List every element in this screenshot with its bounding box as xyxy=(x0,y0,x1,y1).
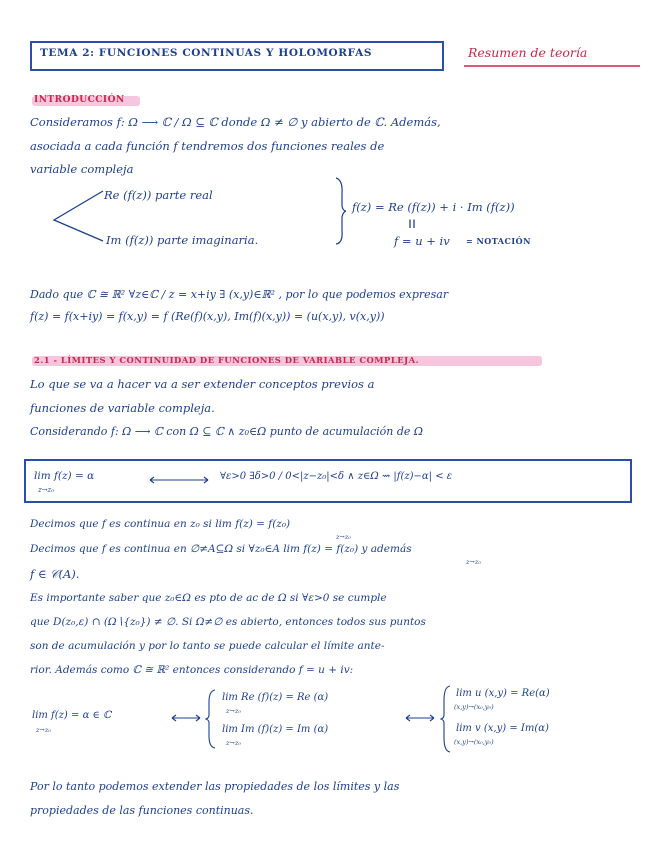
continuity-sub-2: z→z₀ xyxy=(466,558,481,566)
continuity-line-5: que D(z₀,ε) ∩ (Ω∖{z₀}) ≠ ∅. Si Ω≠∅ es abierto, entonces todos sus puntos xyxy=(30,616,426,628)
continuity-sub-1: z→z₀ xyxy=(336,533,351,541)
limit-def-left: lim f(z) = α xyxy=(34,470,95,482)
section-line-3: Considerando f: Ω ⟶ ℂ con Ω ⊆ ℂ ∧ z₀∈Ω punto de acumulación de Ω xyxy=(30,425,424,438)
formula-notation-label: = NOTACIÓN xyxy=(466,236,531,246)
page-title: TEMA 2: FUNCIONES CONTINUAS Y HOLOMORFAS xyxy=(40,47,372,59)
intro-line-1: Consideramos f: Ω ⟶ ℂ / Ω ⊆ ℂ donde Ω ≠ ∅ y abierto de ℂ. Además, xyxy=(30,115,441,129)
continuity-line-2: Decimos que f es continua en ∅≠A⊆Ω si ∀z₀∈A lim f(z) = f(z₀) y además xyxy=(30,543,412,555)
equiv-brace-2 xyxy=(440,684,452,754)
equiv-mid-1: lim Re (f)(z) = Re (α) xyxy=(222,692,329,703)
equiv-right-sub-1: (x,y)→(x₀,y₀) xyxy=(454,703,494,711)
subtitle-underline xyxy=(462,63,642,69)
intro-line-2: asociada a cada función f tendremos dos funciones reales de xyxy=(30,139,385,153)
equiv-left-sub: z→z₀ xyxy=(36,726,51,734)
equiv-left: lim f(z) = α ∈ ℂ xyxy=(32,710,112,721)
equiv-brace-1 xyxy=(205,688,217,750)
continuity-line-3: f ∈ 𝒞(A). xyxy=(30,567,80,581)
iff-arrow xyxy=(148,476,210,484)
equiv-right-2: lim v (x,y) = Im(α) xyxy=(456,723,549,734)
right-brace xyxy=(334,176,348,246)
formula-ii: ‖‖ xyxy=(408,219,416,228)
conclusion-line-1: Por lo tanto podemos extender las propiedades de los límites y las xyxy=(30,780,400,793)
branch-lines xyxy=(48,186,108,246)
branch-re: Re (f(z)) parte real xyxy=(104,188,213,202)
branch-im: Im (f(z)) parte imaginaria. xyxy=(106,233,259,247)
formula-f-split: f(z) = Re (f(z)) + i · Im (f(z)) xyxy=(352,200,515,214)
section-21-heading: 2.1 - LÍMITES Y CONTINUIDAD DE FUNCIONES DE VARIABLE COMPLEJA. xyxy=(34,355,420,365)
equiv-right-sub-2: (x,y)→(x₀,y₀) xyxy=(454,738,494,746)
equiv-arrow-1 xyxy=(170,714,202,722)
equiv-right-1: lim u (x,y) = Re(α) xyxy=(456,688,550,699)
given-line-2: f(z) = f(x+iy) = f(x,y) = f (Re(f)(x,y), Im(f)(x,y)) = (u(x,y), v(x,y)) xyxy=(30,310,385,323)
equiv-arrow-2 xyxy=(404,714,436,722)
section-line-2: funciones de variable compleja. xyxy=(30,401,215,415)
equiv-mid-2: lim Im (f)(z) = Im (α) xyxy=(222,724,329,735)
limit-def-right: ∀ε>0 ∃δ>0 / 0<|z−z₀|<δ ∧ z∈Ω ⇝ |f(z)−α| < ε xyxy=(220,471,453,482)
given-line-1: Dado que ℂ ≅ ℝ² ∀z∈ℂ / z = x+iy ∃ (x,y)∈ℝ² , por lo que podemos expresar xyxy=(30,288,449,301)
page-subtitle: Resumen de teoría xyxy=(468,45,588,60)
intro-line-3: variable compleja xyxy=(30,162,134,176)
section-line-1: Lo que se va a hacer va a ser extender conceptos previos a xyxy=(30,377,375,391)
formula-notation: f = u + iv xyxy=(394,234,450,248)
equiv-mid-sub-1: z→z₀ xyxy=(226,707,241,715)
limit-def-sub: z→z₀ xyxy=(38,486,55,494)
intro-heading: INTRODUCCIÓN xyxy=(34,95,125,105)
continuity-line-4: Es importante saber que z₀∈Ω es pto de ac de Ω si ∀ε>0 se cumple xyxy=(30,592,387,604)
continuity-line-6: son de acumulación y por lo tanto se puede calcular el límite ante- xyxy=(30,640,385,652)
continuity-line-7: rior. Además como ℂ ≅ ℝ² entonces considerando f = u + iv: xyxy=(30,664,354,676)
continuity-line-1: Decimos que f es continua en z₀ si lim f(z) = f(z₀) xyxy=(30,518,291,530)
equiv-mid-sub-2: z→z₀ xyxy=(226,739,241,747)
conclusion-line-2: propiedades de las funciones continuas. xyxy=(30,804,254,817)
